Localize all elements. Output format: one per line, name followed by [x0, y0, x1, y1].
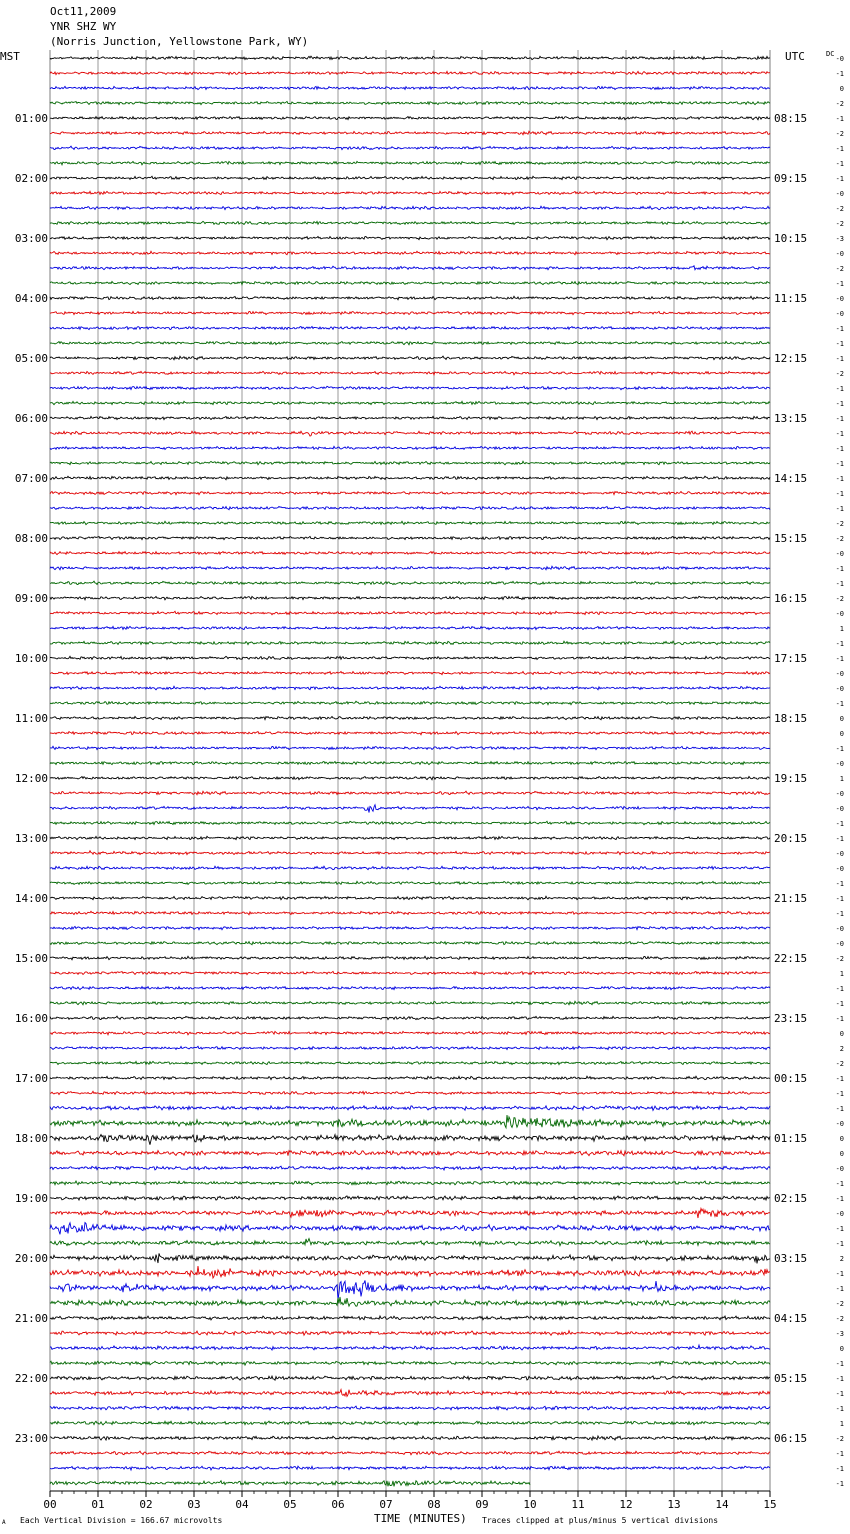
trace-row	[50, 701, 770, 705]
dc-offset-label: -1	[835, 280, 844, 288]
left-hour-label: 08:00	[14, 532, 48, 545]
right-hour-label: 17:15	[774, 652, 808, 665]
x-axis	[43, 1491, 776, 1511]
left-hour-label: 12:00	[14, 772, 48, 785]
x-tick-label: 14	[715, 1498, 729, 1511]
trace-row	[50, 56, 770, 60]
x-tick-label: 13	[667, 1498, 681, 1511]
dc-offset-label: -0	[835, 805, 844, 813]
dc-offset-label: -1	[835, 430, 844, 438]
dc-offset-label: -1	[835, 325, 844, 333]
dc-offset-label: -1	[835, 700, 844, 708]
trace-row	[50, 1196, 770, 1200]
dc-offset-label: -0	[835, 685, 844, 693]
dc-offset-label: -1	[835, 505, 844, 513]
left-hour-label: 07:00	[14, 472, 48, 485]
dc-offset-label: -1	[835, 1390, 844, 1398]
dc-offset-label: -2	[835, 955, 844, 963]
trace-row	[50, 805, 770, 813]
right-hour-label: 05:15	[774, 1372, 808, 1385]
dc-offset-label: -1	[835, 70, 844, 78]
dc-offset-label: -3	[835, 1330, 844, 1338]
left-hour-label: 19:00	[14, 1192, 48, 1205]
trace-row	[50, 1253, 770, 1263]
trace-row	[50, 386, 770, 389]
trace-row	[50, 1361, 770, 1365]
dc-offset-label: -1	[835, 490, 844, 498]
right-hour-label: 11:15	[774, 292, 808, 305]
right-hour-label: 18:15	[774, 712, 808, 725]
dc-offset-label: -2	[835, 1435, 844, 1443]
dc-offset-label: -1	[835, 1360, 844, 1368]
trace-row	[50, 1151, 770, 1156]
trace-row	[50, 896, 770, 900]
footer-scale-note: Each Vertical Division = 166.67 microvolts	[20, 1516, 223, 1525]
dc-offset-label: -1	[835, 1240, 844, 1248]
trace-row	[50, 1451, 770, 1455]
trace-row	[50, 146, 770, 149]
dc-offset-label: -2	[835, 520, 844, 528]
trace-row	[50, 1106, 770, 1111]
trace-row	[50, 1280, 770, 1299]
dc-offset-label: -0	[835, 865, 844, 873]
trace-row	[50, 431, 770, 436]
right-hour-label: 08:15	[774, 112, 808, 125]
trace-row	[50, 266, 770, 270]
right-hour-label: 15:15	[774, 532, 808, 545]
trace-row	[50, 86, 770, 89]
dc-offset-label: -1	[835, 400, 844, 408]
trace-row	[50, 461, 770, 465]
dc-offset-label: -1	[835, 910, 844, 918]
trace-row	[50, 791, 770, 795]
trace-row	[50, 416, 770, 419]
trace-row	[50, 911, 770, 915]
dc-offset-label: -1	[835, 640, 844, 648]
trace-row	[50, 1031, 770, 1035]
trace-row	[50, 971, 770, 974]
dc-offset-label: -3	[835, 235, 844, 243]
right-hour-label: 19:15	[774, 772, 808, 785]
dc-offset-label: -1	[835, 160, 844, 168]
trace-row	[50, 221, 770, 224]
trace-row	[50, 536, 770, 539]
right-hour-label: 22:15	[774, 952, 808, 965]
trace-row	[50, 671, 770, 674]
trace-row	[50, 1345, 770, 1350]
trace-row	[50, 836, 770, 839]
dc-offset-label: -1	[835, 565, 844, 573]
trace-row	[50, 1239, 770, 1246]
dc-offset-label: -1	[835, 835, 844, 843]
dc-offset-label: -1	[835, 820, 844, 828]
right-hour-label: 21:15	[774, 892, 808, 905]
trace-row	[50, 1001, 770, 1004]
trace-row	[50, 866, 770, 869]
dc-offset-label: 1	[839, 1420, 844, 1428]
dc-offset-label: 0	[839, 730, 844, 738]
dc-offset-label: -1	[835, 1285, 844, 1293]
dc-offset-label: -0	[835, 610, 844, 618]
trace-row	[50, 251, 770, 255]
x-tick-label: 02	[139, 1498, 153, 1511]
dc-offset-label: -1	[835, 460, 844, 468]
trace-row	[50, 717, 770, 720]
trace-row	[50, 521, 770, 524]
dc-offset-label: 2	[839, 1255, 844, 1263]
trace-row	[50, 1421, 770, 1425]
x-tick-label: 09	[475, 1498, 489, 1511]
x-tick-label: 10	[523, 1498, 537, 1511]
dc-offset-label: -1	[835, 1000, 844, 1008]
trace-row	[50, 611, 770, 614]
dc-label: DC	[826, 50, 835, 58]
trace-row	[50, 1046, 770, 1049]
x-tick-label: 12	[619, 1498, 633, 1511]
right-hour-label: 20:15	[774, 832, 808, 845]
trace-row	[50, 777, 770, 780]
dc-offset-label: -1	[835, 1375, 844, 1383]
x-tick-label: 07	[379, 1498, 393, 1511]
header-date: Oct11,2009	[50, 5, 117, 18]
x-axis-title: TIME (MINUTES)	[374, 1512, 467, 1525]
left-hour-label: 06:00	[14, 412, 48, 425]
trace-row	[50, 566, 770, 569]
dc-offset-label: 0	[839, 85, 844, 93]
dc-offset-label: -0	[835, 310, 844, 318]
right-hour-label: 04:15	[774, 1312, 808, 1325]
right-hour-label: 23:15	[774, 1012, 808, 1025]
dc-offset-label: -1	[835, 475, 844, 483]
dc-offset-label: -1	[835, 1480, 844, 1488]
dc-offset-label: -2	[835, 130, 844, 138]
trace-row	[50, 1266, 770, 1278]
x-tick-label: 11	[571, 1498, 585, 1511]
dc-offset-label: -0	[835, 940, 844, 948]
dc-offset-label: -0	[835, 295, 844, 303]
left-hour-label: 22:00	[14, 1372, 48, 1385]
left-hour-label: 04:00	[14, 292, 48, 305]
trace-row	[50, 987, 770, 990]
dc-offset-label: -0	[835, 1120, 844, 1128]
right-timezone-label: UTC	[785, 50, 805, 63]
trace-row	[50, 191, 770, 194]
left-hour-label: 03:00	[14, 232, 48, 245]
dc-offset-label: 0	[839, 1150, 844, 1158]
trace-row	[50, 1135, 770, 1145]
trace-row	[50, 1436, 770, 1440]
left-hour-label: 09:00	[14, 592, 48, 605]
trace-row	[50, 327, 770, 330]
dc-offset-label: -2	[835, 370, 844, 378]
dc-offset-label: -1	[835, 145, 844, 153]
dc-offset-label: -1	[835, 1090, 844, 1098]
dc-offset-label: 2	[839, 1045, 844, 1053]
dc-offset-label: -1	[835, 985, 844, 993]
trace-row	[50, 1181, 770, 1185]
dc-offset-label: -0	[835, 55, 844, 63]
left-hour-label: 05:00	[14, 352, 48, 365]
footer-clip-note: Traces clipped at plus/minus 5 vertical divisions	[482, 1516, 719, 1525]
left-hour-label: 15:00	[14, 952, 48, 965]
trace-row	[50, 686, 770, 690]
dc-offset-label: -1	[835, 1405, 844, 1413]
right-hour-label: 01:15	[774, 1132, 808, 1145]
x-tick-label: 03	[187, 1498, 201, 1511]
dc-offset-label: -2	[835, 205, 844, 213]
trace-row	[50, 641, 770, 644]
left-timezone-label: MST	[0, 50, 20, 63]
trace-row	[50, 236, 770, 239]
dc-offset-label: -1	[835, 1450, 844, 1458]
dc-offset-label: -1	[835, 415, 844, 423]
dc-offset-label: -0	[835, 790, 844, 798]
seismic-traces	[50, 56, 770, 1486]
trace-row	[50, 371, 770, 374]
trace-row	[50, 1091, 770, 1094]
left-hour-label: 11:00	[14, 712, 48, 725]
left-hour-label: 18:00	[14, 1132, 48, 1145]
dc-offset-label: -0	[835, 925, 844, 933]
x-tick-label: 00	[43, 1498, 57, 1511]
dc-offset-label: -1	[835, 340, 844, 348]
x-tick-label: 15	[763, 1498, 777, 1511]
left-hour-label: 16:00	[14, 1012, 48, 1025]
trace-row	[50, 626, 770, 629]
trace-row	[50, 821, 770, 824]
dc-offset-label: 0	[839, 1345, 844, 1353]
trace-row	[50, 282, 770, 285]
dc-offset-label: -1	[835, 1015, 844, 1023]
trace-row	[50, 596, 770, 600]
dc-offset-label: -2	[835, 1060, 844, 1068]
dc-offset-label: -0	[835, 1165, 844, 1173]
dc-offset-label: -1	[835, 655, 844, 663]
trace-row	[50, 161, 770, 165]
trace-row	[50, 851, 770, 855]
left-hour-label: 21:00	[14, 1312, 48, 1325]
trace-row	[50, 1376, 770, 1380]
dc-offset-label: -1	[835, 1465, 844, 1473]
right-hour-label: 09:15	[774, 172, 808, 185]
x-tick-label: 05	[283, 1498, 297, 1511]
dc-offset-label: -1	[835, 880, 844, 888]
dc-offset-label: -2	[835, 100, 844, 108]
dc-offset-label: -2	[835, 535, 844, 543]
dc-offset-label: -2	[835, 595, 844, 603]
trace-row	[50, 1297, 770, 1306]
dc-offset-label: -1	[835, 355, 844, 363]
right-hour-label: 12:15	[774, 352, 808, 365]
trace-row	[50, 1316, 770, 1320]
trace-row	[50, 1406, 770, 1410]
trace-row	[50, 446, 770, 449]
dc-offset-label: -0	[835, 250, 844, 258]
left-hour-label: 01:00	[14, 112, 48, 125]
trace-row	[50, 131, 770, 134]
trace-row	[50, 1209, 770, 1219]
trace-row	[50, 1016, 770, 1019]
x-tick-label: 06	[331, 1498, 345, 1511]
left-hour-label: 14:00	[14, 892, 48, 905]
dc-offset-label: -0	[835, 850, 844, 858]
dc-offset-label: 1	[839, 625, 844, 633]
left-hour-label: 10:00	[14, 652, 48, 665]
trace-row	[50, 476, 770, 480]
trace-row	[50, 1061, 770, 1064]
trace-row	[50, 117, 770, 120]
dc-offset-label: -0	[835, 760, 844, 768]
x-tick-label: 08	[427, 1498, 441, 1511]
right-hour-label: 03:15	[774, 1252, 808, 1265]
dc-offset-label: 0	[839, 1135, 844, 1143]
dc-offset-label: -2	[835, 265, 844, 273]
right-hour-label: 13:15	[774, 412, 808, 425]
trace-row	[50, 1331, 770, 1336]
trace-row	[50, 356, 770, 360]
left-hour-label: 23:00	[14, 1432, 48, 1445]
trace-row	[50, 401, 770, 404]
trace-row	[50, 656, 770, 659]
trace-row	[50, 746, 770, 749]
trace-row	[50, 507, 770, 510]
trace-row	[50, 762, 770, 765]
right-hour-label: 02:15	[774, 1192, 808, 1205]
dc-offset-label: -1	[835, 580, 844, 588]
dc-offset-label: -1	[835, 1195, 844, 1203]
right-hour-label: 06:15	[774, 1432, 808, 1445]
dc-offset-label: 0	[839, 1030, 844, 1038]
header-location: (Norris Junction, Yellowstone Park, WY)	[50, 35, 309, 48]
dc-offset-label: -1	[835, 1075, 844, 1083]
dc-offset-label: -1	[835, 745, 844, 753]
right-hour-label: 14:15	[774, 472, 808, 485]
trace-row	[50, 71, 770, 74]
dc-offset-label: -2	[835, 1300, 844, 1308]
dc-offset-label: -1	[835, 895, 844, 903]
right-hour-label: 16:15	[774, 592, 808, 605]
dc-offset-label: -0	[835, 190, 844, 198]
trace-row	[50, 552, 770, 555]
dc-offset-label: -1	[835, 175, 844, 183]
trace-row	[50, 881, 770, 884]
trace-row	[50, 1076, 770, 1079]
footer-mark: A	[2, 1519, 6, 1526]
trace-row	[50, 311, 770, 314]
dc-offset-label: 1	[839, 775, 844, 783]
dc-offset-label: -0	[835, 550, 844, 558]
dc-offset-label: -1	[835, 1225, 844, 1233]
trace-row	[50, 176, 770, 179]
left-hour-label: 17:00	[14, 1072, 48, 1085]
dc-offset-label: -0	[835, 670, 844, 678]
left-hour-label: 13:00	[14, 832, 48, 845]
dc-offset-label: -1	[835, 115, 844, 123]
x-tick-label: 01	[91, 1498, 105, 1511]
trace-row	[50, 956, 770, 959]
trace-row	[50, 942, 770, 945]
trace-row	[50, 1223, 770, 1235]
trace-row	[50, 296, 770, 299]
dc-offset-label: -0	[835, 1210, 844, 1218]
dc-offset-label: 0	[839, 715, 844, 723]
right-hour-label: 00:15	[774, 1072, 808, 1085]
trace-row	[50, 492, 770, 495]
dc-offset-label: -1	[835, 1180, 844, 1188]
dc-offset-label: -1	[835, 445, 844, 453]
trace-row	[50, 1115, 770, 1128]
trace-row	[50, 731, 770, 734]
trace-row	[50, 1466, 770, 1470]
trace-row	[50, 581, 770, 584]
right-hour-label: 10:15	[774, 232, 808, 245]
left-hour-label: 02:00	[14, 172, 48, 185]
trace-row	[50, 206, 770, 209]
x-tick-label: 04	[235, 1498, 249, 1511]
header-station: YNR SHZ WY	[50, 20, 117, 33]
dc-offset-label: -2	[835, 220, 844, 228]
trace-row	[50, 927, 770, 930]
trace-row	[50, 1390, 770, 1397]
dc-offset-label: -2	[835, 1315, 844, 1323]
dc-offset-label: 1	[839, 970, 844, 978]
left-hour-label: 20:00	[14, 1252, 48, 1265]
trace-row	[50, 101, 770, 104]
dc-offset-label: -1	[835, 1270, 844, 1278]
trace-row	[50, 1166, 770, 1170]
dc-offset-label: -1	[835, 385, 844, 393]
dc-offset-label: -1	[835, 1105, 844, 1113]
trace-row	[50, 342, 770, 345]
